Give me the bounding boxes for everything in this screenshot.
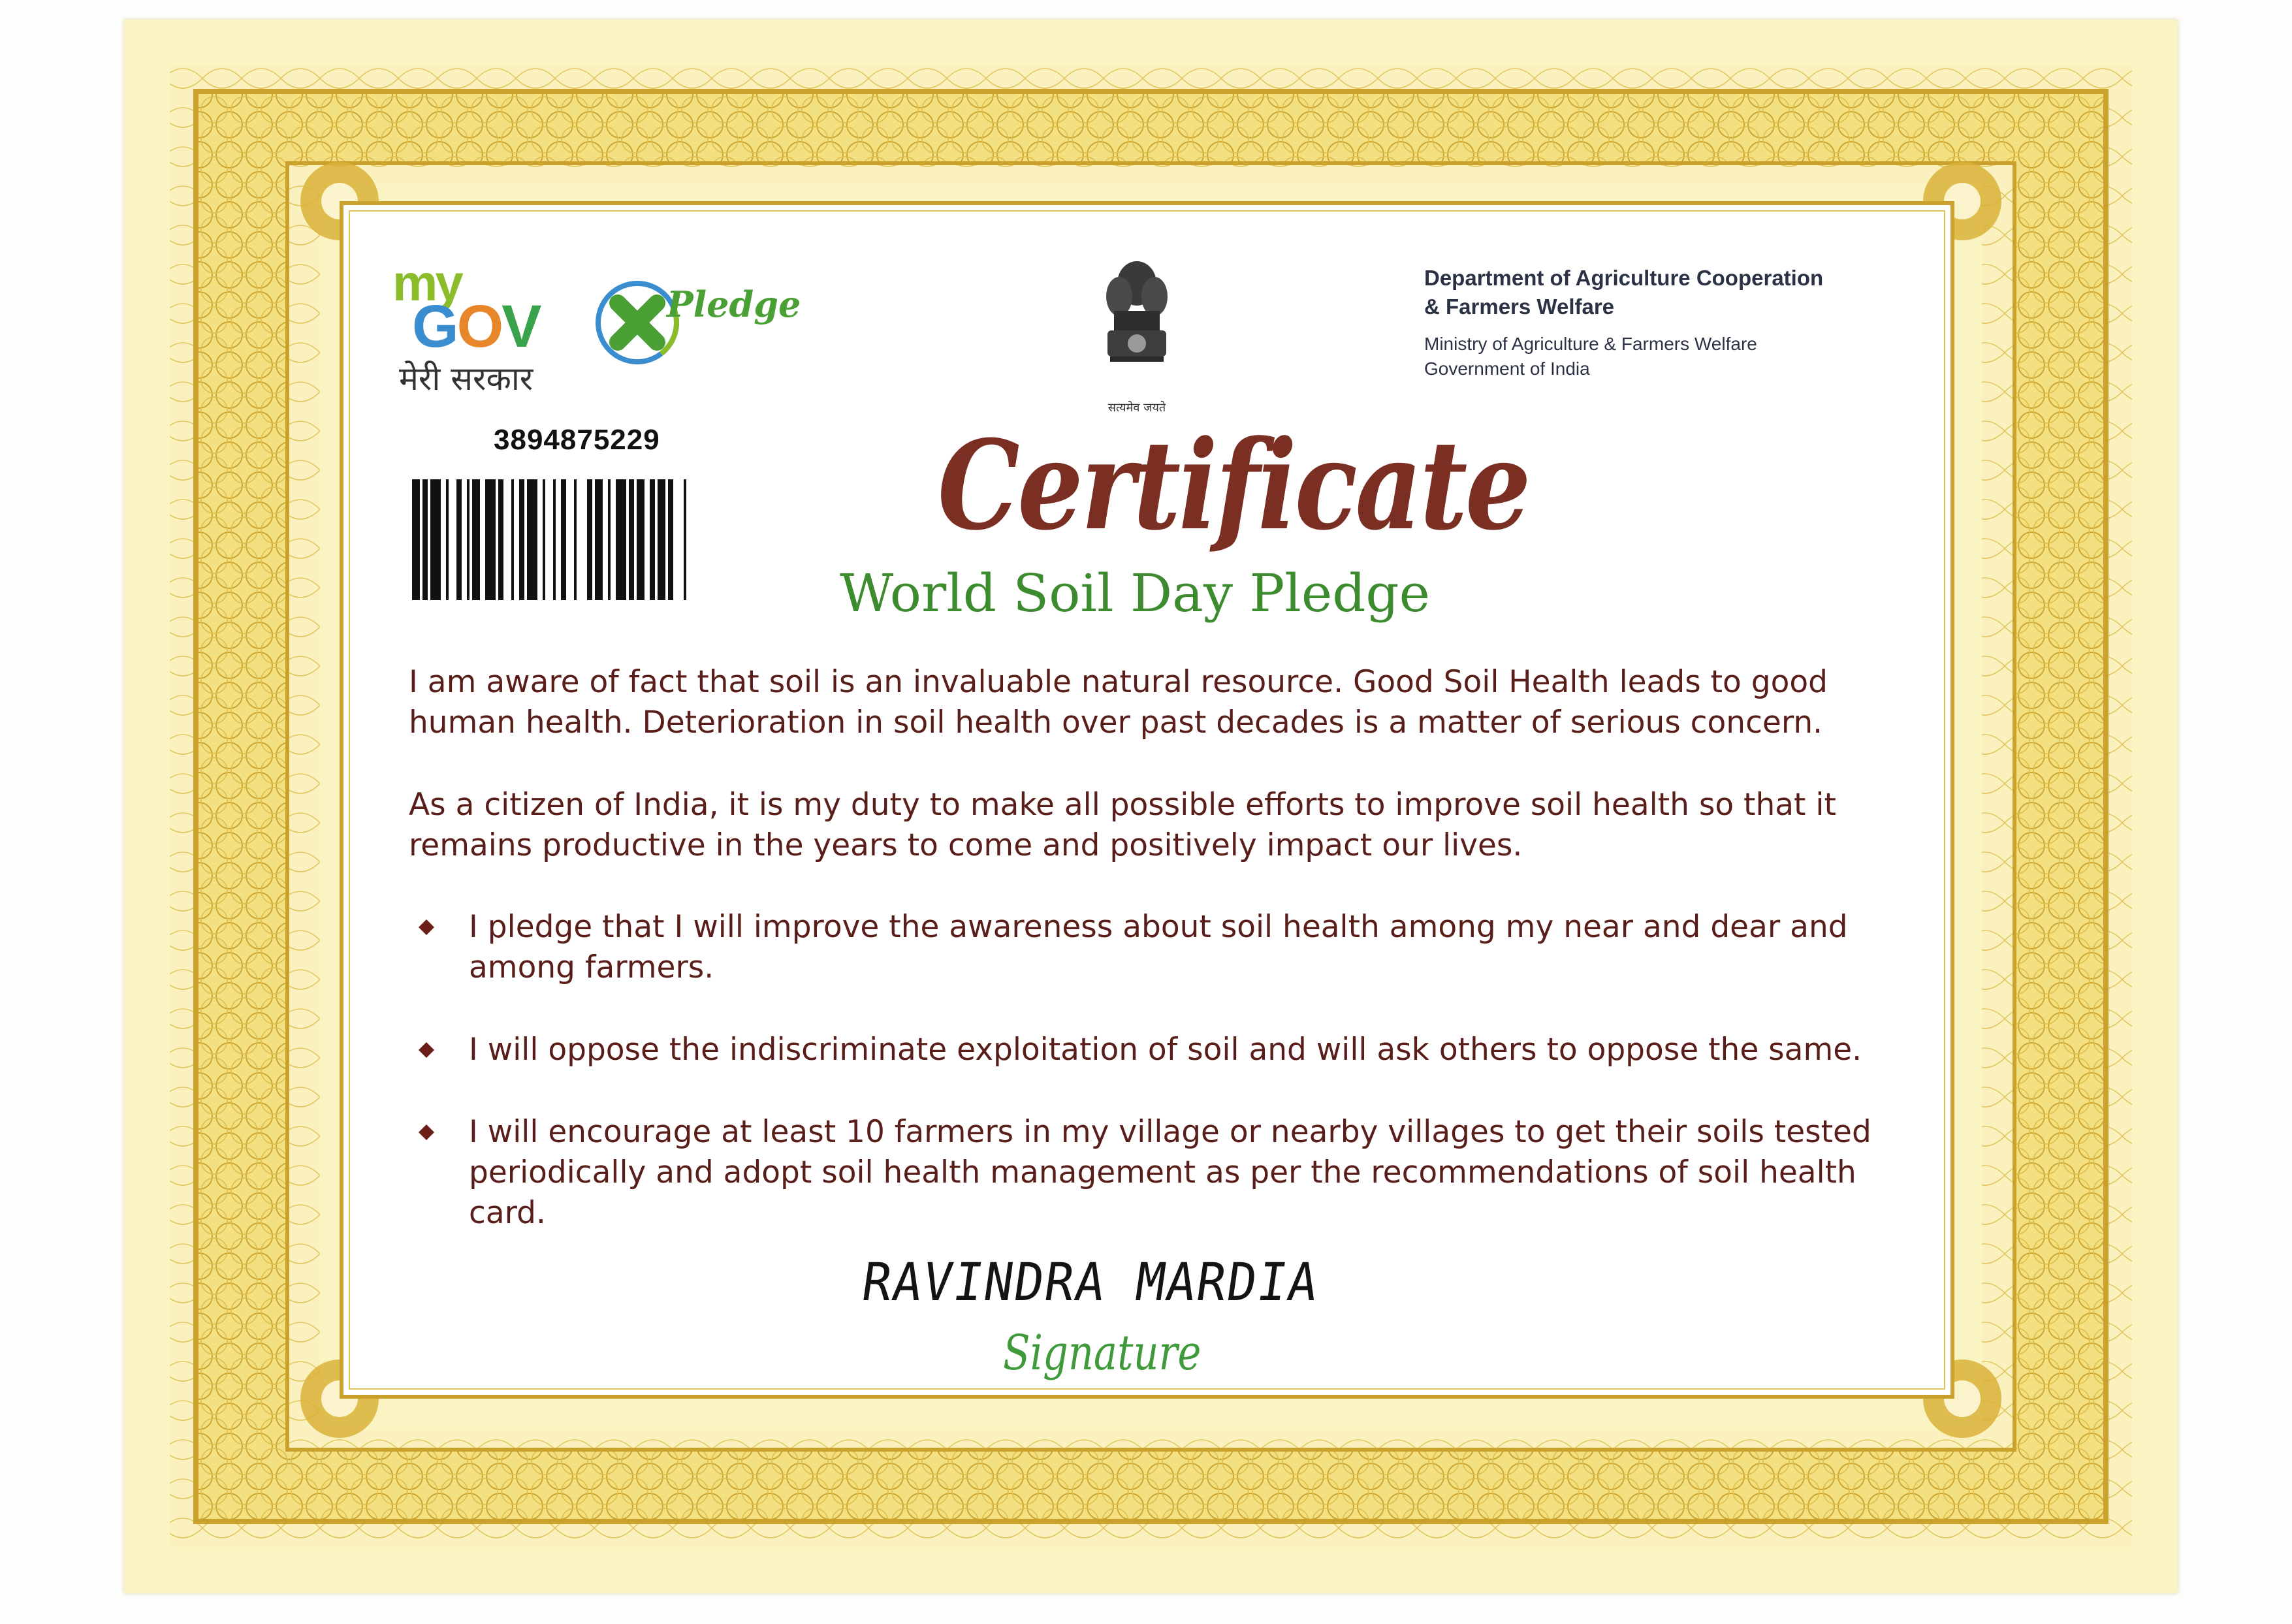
pledge-item bbox=[409, 907, 1930, 988]
certificate-number: 3894875229 bbox=[494, 424, 660, 456]
barcode-bar bbox=[574, 479, 577, 600]
logo-my-text: my bbox=[392, 254, 461, 311]
pledge-badge-icon bbox=[592, 277, 683, 368]
logo-gov-g: G bbox=[412, 293, 457, 360]
barcode-bar bbox=[456, 479, 462, 600]
barcode-bar bbox=[608, 479, 611, 600]
barcode-bar bbox=[684, 479, 686, 600]
barcode-bar bbox=[511, 479, 514, 600]
barcode-bar bbox=[587, 479, 592, 600]
signer-name: RAVINDRA MARDIA bbox=[858, 1252, 1323, 1313]
barcode-bar bbox=[422, 479, 428, 600]
barcode-bar bbox=[637, 479, 645, 600]
department-line-2: & Farmers Welfare bbox=[1424, 295, 1615, 319]
barcode-bar bbox=[553, 479, 556, 600]
barcode bbox=[412, 479, 843, 600]
barcode-bar bbox=[650, 479, 655, 600]
certificate-sheet bbox=[124, 20, 2178, 1593]
ministry-line: Ministry of Agriculture & Farmers Welfare bbox=[1424, 334, 1757, 354]
duty-paragraph: As a citizen of India, it is my duty to make all possible efforts to improve soil health so that it remains productive in the years to come and positively impact our lives. bbox=[409, 787, 1836, 863]
barcode-bar bbox=[430, 479, 441, 600]
pledge-word: Pledge bbox=[667, 283, 801, 325]
pledge-item bbox=[409, 1030, 1930, 1070]
diamond-bullet-icon bbox=[417, 917, 436, 937]
pledge-subtitle: World Soil Day Pledge bbox=[840, 563, 1430, 624]
barcode-bar bbox=[485, 479, 496, 600]
barcode-bar bbox=[616, 479, 626, 600]
barcode-bar bbox=[446, 479, 449, 600]
barcode-bar bbox=[595, 479, 603, 600]
pledge-item bbox=[409, 1112, 1930, 1234]
pledge-list bbox=[409, 907, 1930, 1275]
barcode-bar bbox=[658, 479, 665, 600]
pledge-text: I will encourage at least 10 farmers in my village or nearby villages to get their soils tested periodically and adopt soil health management as per the recommendations of soil health card. bbox=[469, 1114, 1871, 1231]
certificate-body-panel bbox=[340, 201, 1954, 1399]
barcode-bar bbox=[467, 479, 470, 600]
department-header bbox=[1424, 264, 1934, 381]
signature-label: Signature bbox=[1003, 1325, 1202, 1381]
barcode-bar bbox=[543, 479, 545, 600]
logo-gov-v: V bbox=[501, 293, 540, 360]
pledge-text: I pledge that I will improve the awareness about soil health among my near and dear and among farmers. bbox=[469, 909, 1848, 985]
barcode-bar bbox=[472, 479, 480, 600]
logo-hindi-tagline: मेरी सरकार bbox=[399, 360, 533, 398]
certificate-title: Certificate bbox=[938, 413, 1529, 558]
pledge-text: I will oppose the indiscriminate exploitation of soil and will ask others to oppose the same. bbox=[469, 1032, 1862, 1068]
diamond-bullet-icon bbox=[417, 1122, 436, 1142]
barcode-bar bbox=[498, 479, 503, 600]
barcode-bar bbox=[668, 479, 673, 600]
logo-gov-o: O bbox=[456, 293, 502, 360]
barcode-bar bbox=[412, 479, 420, 600]
department-line-1: Department of Agriculture Cooperation bbox=[1424, 266, 1824, 290]
logo-gov-text bbox=[412, 293, 540, 360]
mygov-logo bbox=[392, 254, 801, 407]
government-line: Government of India bbox=[1424, 358, 1590, 379]
barcode-bar bbox=[519, 479, 524, 600]
barcode-bar bbox=[527, 479, 537, 600]
intro-paragraph: I am aware of fact that soil is an invaluable natural resource. Good Soil Health leads to good human health. Deterioration in soil health over past decades is a matter of serious concern. bbox=[409, 664, 1828, 740]
diamond-bullet-icon bbox=[417, 1040, 436, 1060]
national-emblem-icon bbox=[1088, 251, 1186, 401]
barcode-bar bbox=[561, 479, 566, 600]
barcode-bar bbox=[629, 479, 634, 600]
emblem-motto: सत्यमेव जयते bbox=[1107, 401, 1166, 415]
